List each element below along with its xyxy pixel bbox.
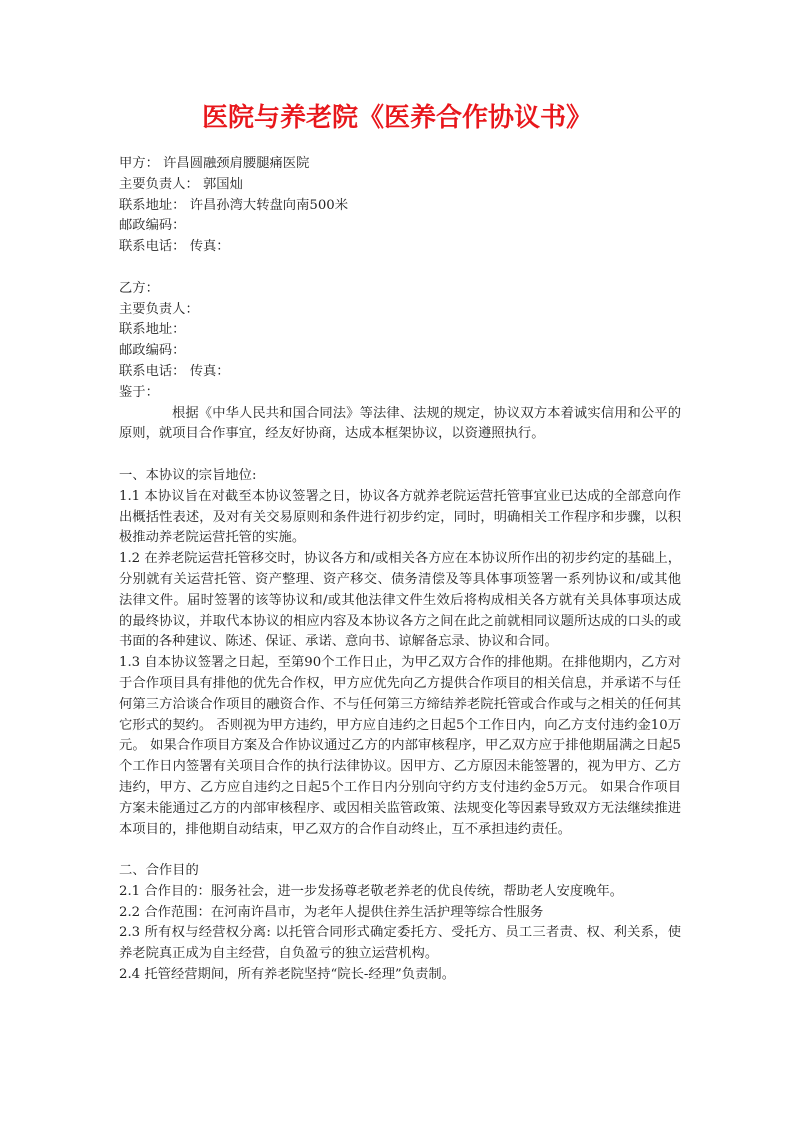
spacer [119, 840, 681, 861]
party-b-principal: 主要负责人： [119, 301, 199, 317]
spacer [119, 445, 681, 466]
document-title: 医院与养老院《医养合作协议书》 [201, 103, 592, 133]
section-2-heading: 二、合作目的 [119, 863, 199, 879]
party-b-postcode: 邮政编码： [119, 343, 186, 359]
party-a-name: 甲方： 许昌圆融颈肩腰腿痛医院 [119, 156, 310, 171]
clause-1-1: 1.1 本协议旨在对截至本协议签署之日，协议各方就养老院运营托管事宜业已达成的全部意向作出概括性表述，及对有关交易原则和条件进行初步约定，同时，明确相关工作程序和步骤，以积极推动养老院运营托管的实施。 [119, 488, 681, 546]
whereas-label: 鉴于： [119, 384, 159, 400]
document-body [119, 154, 681, 986]
party-a-principal: 主要负责人： 郭国灿 [119, 176, 243, 192]
clause-2-3: 2.3 所有权与经营权分离: 以托管合同形式确定委托方、受托方、员工三者责、权、利关系，使养老院真正成为自主经营，自负盈亏的独立运营机构。 [119, 925, 681, 962]
party-b-phone-fax: 联系电话： 传真： [119, 363, 230, 379]
clause-2-1: 2.1 合作目的：服务社会，进一步发扬尊老敬老养老的优良传统，帮助老人安度晚年。 [119, 883, 624, 899]
clause-1-3: 1.3 自本协议签署之日起，至第90个工作日止，为甲乙双方合作的排他期。在排他期内，乙方对于合作项目具有排他的优先合作权，甲方应优先向乙方提供合作项目的相关信息，并承诺不与任何第三方洽谈合作项目的融资合作、不与任何第三方缔结养老院托管或合作或与之相关的任何其它形式的契约。 否则视为甲方违约，甲方应自违约之日起5个工作日内，向乙方支付违约金10万元。 如果合作项目方案及合作协议通过乙方的内部审核程序，甲乙双方应于排他期届满之日起5个工作日内签署有关项目合作的执行法律协议。因甲方、乙方原因未能签署的，视为甲方、乙方违约，甲方、乙方应自违约之日起5个工作日内分别向守约方支付违约金5万元。 如果合作项目方案未能通过乙方的内部审核程序、或因相关监管政策、法规变化等因素导致双方无法继续推进本项目的，排他期自动结束，甲乙双方的合作自动终止，互不承担违约责任。 [119, 655, 681, 837]
party-b-address: 联系地址： [119, 322, 186, 338]
section-1-heading: 一、本协议的宗旨地位: [119, 467, 257, 483]
party-a-address: 联系地址： 许昌孙湾大转盘向南500米 [119, 197, 349, 213]
party-a-phone-fax: 联系电话： 传真： [119, 239, 230, 255]
party-b-name: 乙方： [119, 280, 159, 296]
clause-2-4: 2.4 托管经营期间，所有养老院坚持“院长-经理”负责制。 [119, 967, 455, 983]
preamble-paragraph: 根据《中华人民共和国合同法》等法律、法规的规定，协议双方本着诚实信用和公平的原则，就项目合作事宜，经友好协商，达成本框架协议，以资遵照执行。 [119, 405, 681, 442]
clause-2-2: 2.2 合作范围：在河南许昌市，为老年人提供住养生活护理等综合性服务 [119, 904, 544, 920]
party-a-postcode: 邮政编码： [119, 218, 186, 234]
spacer [119, 258, 681, 279]
clause-1-2: 1.2 在养老院运营托管移交时，协议各方和/或相关各方应在本协议所作出的初步约定的基础上，分别就有关运营托管、资产整理、资产移交、债务清偿及等具体事项签署一系列协议和/或其他法律文件。届时签署的该等协议和/或其他法律文件生效后将构成相关各方就有关具体事项达成的最终协议，并取代本协议的相应内容及本协议各方之间在此之前就相同议题所达成的口头的或书面的各种建议、陈述、保证、承诺、意向书、谅解备忘录、协议和合同。 [119, 551, 681, 650]
